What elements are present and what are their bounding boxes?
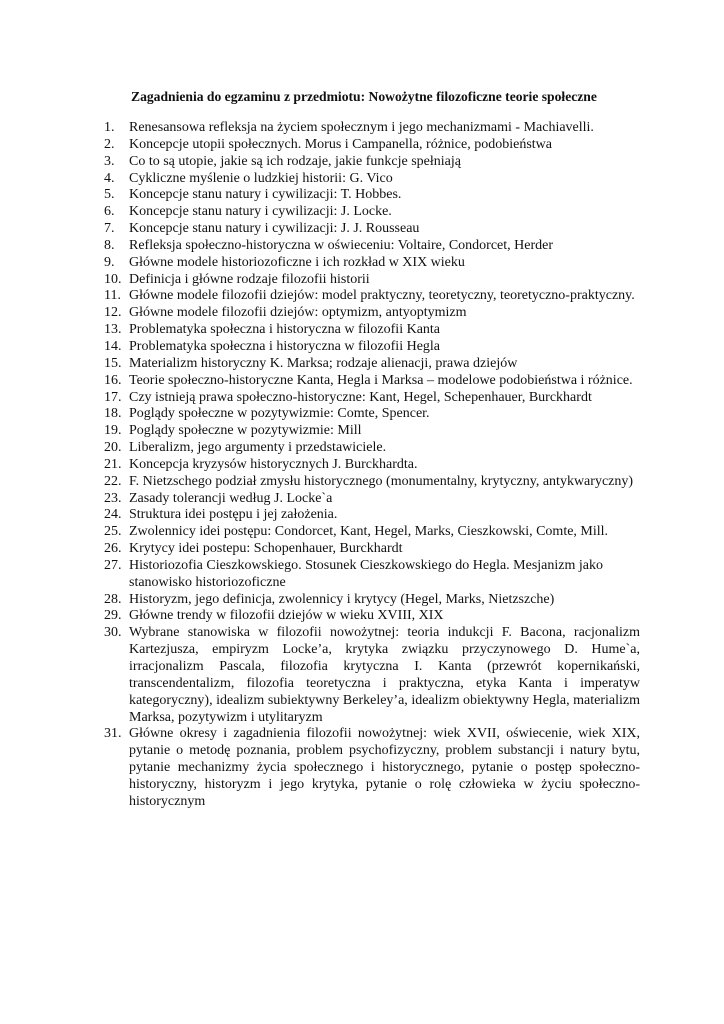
list-item-number: 25. [104,524,122,540]
list-item-number: 24. [104,507,122,523]
list-item-number: 2. [104,136,115,152]
list-item [104,137,640,154]
list-item [104,491,640,508]
list-item [104,457,640,474]
list-item-number: 3. [104,153,115,169]
list-item-number: 10. [104,271,122,287]
list-item [104,255,640,272]
list-item-text: F. Nietzschego podział zmysłu historycznego (monumentalny, krytyczny, antykwaryczny) [129,473,634,489]
list-item-text: Główne modele filozofii dziejów: model praktyczny, teoretyczny, teoretyczno-praktyczny. [129,288,635,304]
list-item [104,272,640,289]
list-item [104,507,640,524]
list-item [104,474,640,491]
list-item-number: 11. [104,288,121,304]
list-item-text: Główne trendy w filozofii dziejów w wieku XVIII, XIX [129,608,444,624]
list-item [104,423,640,440]
list-item [104,204,640,221]
list-item [104,726,640,810]
list-item-text: Historiozofia Cieszkowskiego. Stosunek Cieszkowskiego do Hegla. Mesjanizm jako stanowisko historiozoficzne [129,557,603,590]
list-item [104,625,640,726]
list-item [104,592,640,609]
list-item [104,339,640,356]
exam-topics-list [104,120,640,811]
list-item-text: Problematyka społeczna i historyczna w filozofii Kanta [129,322,441,338]
list-item [104,524,640,541]
list-item-text: Główne modele historiozoficzne i ich rozkład w XIX wieku [129,254,465,270]
list-item-text: Główne modele filozofii dziejów: optymizm, antyoptymizm [129,305,467,321]
list-item [104,373,640,390]
list-item-number: 4. [104,170,115,186]
list-item-text: Główne okresy i zagadnienia filozofii nowożytnej: wiek XVII, oświecenie, wiek XIX, pytanie o metodę poznania, problem psychofizyczny, problem substancji i natury bytu, pytanie mechanizmy życia społecznego i historycznego, pytanie o postęp społeczno-historyczny, historyzm i jego krytyka, pytanie o rolę człowieka w życiu społeczno-historycznym [129,726,640,809]
list-item [104,221,640,238]
list-item-text: Koncepcje utopii społecznych. Morus i Campanella, różnice, podobieństwa [129,136,552,152]
list-item-text: Historyzm, jego definicja, zwolennicy i krytycy (Hegel, Marks, Nietzszche) [129,591,555,607]
list-item [104,558,640,592]
list-item-text: Refleksja społeczno-historyczna w oświeceniu: Voltaire, Condorcet, Herder [129,237,554,253]
list-item-text: Liberalizm, jego argumenty i przedstawiciele. [129,440,387,456]
list-item-number: 12. [104,305,122,321]
list-item-number: 28. [104,591,122,607]
list-item-number: 21. [104,456,122,472]
list-item-text: Zwolennicy idei postępu: Condorcet, Kant, Hegel, Marks, Cieszkowski, Comte, Mill. [129,524,609,540]
list-item-number: 27. [104,557,122,573]
list-item [104,238,640,255]
list-item-number: 7. [104,221,115,237]
list-item [104,171,640,188]
list-item-number: 13. [104,322,122,338]
list-item-text: Wybrane stanowiska w filozofii nowożytnej: teoria indukcji F. Bacona, racjonalizm Kartezjusza, empiryzm Locke’a, krytyka związku przyczynowego D. Hume`a, irracjonalizm Pascala, filozofia krytyczna I. Kanta (przewrót kopernikański, transcendentalizm, filozofia teoretyczna i praktyczna, etyka Kanta i imperatyw kategoryczny), idealizm subiektywny Berkeley’a, idealizm obiektywny Hegla, materializm Marksa, pozytywizm i utylitaryzm [129,625,640,725]
list-item-text: Poglądy społeczne w pozytywizmie: Comte, Spencer. [129,406,430,422]
list-item [104,440,640,457]
list-item [104,541,640,558]
list-item-text: Problematyka społeczna i historyczna w filozofii Hegla [129,338,441,354]
list-item-number: 1. [104,120,115,135]
list-item [104,187,640,204]
list-item-number: 14. [104,338,122,354]
list-item-number: 23. [104,490,122,506]
list-item-text: Renesansowa refleksja na życiem społecznym i jego mechanizmami - Machiavelli. [129,120,594,135]
list-item-text: Poglądy społeczne w pozytywizmie: Mill [129,423,362,439]
list-item-number: 22. [104,473,122,489]
list-item-text: Teorie społeczno-historyczne Kanta, Hegla i Marksa – modelowe podobieństwa i różnice. [129,372,633,388]
list-item-number: 9. [104,254,115,270]
list-item-text: Krytycy idei postepu: Schopenhauer, Burckhardt [129,541,403,557]
list-item-number: 17. [104,389,122,405]
list-item-number: 15. [104,355,122,371]
list-item [104,406,640,423]
list-item-number: 31. [104,726,122,742]
list-item-text: Struktura idei postępu i jej założenia. [129,507,338,523]
list-item-text: Koncepcja kryzysów historycznych J. Burckhardta. [129,456,418,472]
list-item-text: Co to są utopie, jakie są ich rodzaje, jakie funkcje spełniają [129,153,461,169]
list-item-number: 20. [104,440,122,456]
list-item-number: 30. [104,625,122,641]
list-item-text: Zasady tolerancji według J. Locke`a [129,490,333,506]
list-item-text: Czy istnieją prawa społeczno-historyczne: Kant, Hegel, Schepenhauer, Burckhardt [129,389,592,405]
list-item-number: 6. [104,204,115,220]
list-item [104,154,640,171]
list-item [104,305,640,322]
list-item [104,608,640,625]
list-item-text: Definicja i główne rodzaje filozofii historii [129,271,370,287]
list-item [104,288,640,305]
list-item [104,322,640,339]
list-item-number: 16. [104,372,122,388]
list-item-text: Cykliczne myślenie o ludzkiej historii: G. Vico [129,170,393,186]
list-item-text: Koncepcje stanu natury i cywilizacji: J. Locke. [129,204,392,220]
list-item [104,390,640,407]
list-item-number: 19. [104,423,122,439]
list-item-text: Materializm historyczny K. Marksa; rodzaje alienacji, prawa dziejów [129,355,518,371]
list-item-number: 8. [104,237,115,253]
list-item-number: 26. [104,541,122,557]
list-item [104,120,640,137]
list-item-number: 29. [104,608,122,624]
list-item-text: Koncepcje stanu natury i cywilizacji: T. Hobbes. [129,187,402,203]
list-item-number: 5. [104,187,115,203]
list-item-text: Koncepcje stanu natury i cywilizacji: J. J. Rousseau [129,221,420,237]
list-item [104,356,640,373]
list-item-number: 18. [104,406,122,422]
document-title: Zagadnienia do egzaminu z przedmiotu: Nowożytne filozoficzne teorie społeczne [131,89,597,104]
